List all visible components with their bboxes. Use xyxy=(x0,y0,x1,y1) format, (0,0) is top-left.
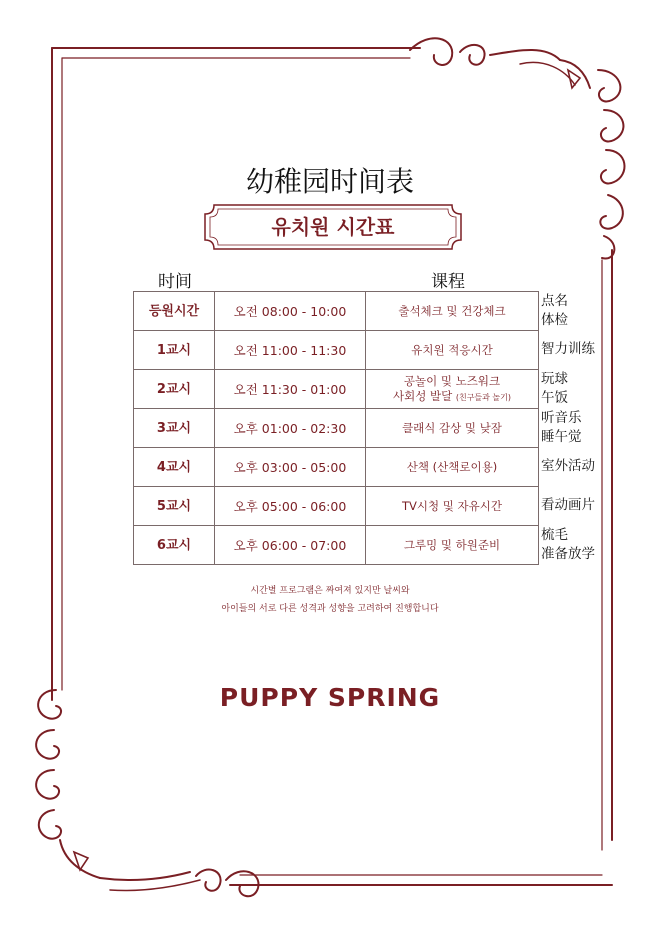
side-note-line: 室外活动 xyxy=(541,458,595,474)
side-note xyxy=(541,496,595,515)
table-row xyxy=(134,331,539,370)
course-cell xyxy=(366,331,539,370)
column-header-course: 课程 xyxy=(431,272,465,292)
table-row xyxy=(134,370,539,409)
page-title: 幼稚园时间表 xyxy=(245,165,414,198)
time-cell: 오후 03:00 - 05:00 xyxy=(215,448,366,487)
course-text: 산책 (산책로이용) xyxy=(406,459,498,474)
course-subnote: (친구들과 놀기) xyxy=(455,392,511,402)
course-cell xyxy=(366,526,539,565)
time-cell: 오후 06:00 - 07:00 xyxy=(215,526,366,565)
column-header-time: 时间 xyxy=(158,272,192,292)
side-note xyxy=(541,409,582,447)
time-cell: 오후 05:00 - 06:00 xyxy=(215,487,366,526)
note-line-1: 시간별 프로그램은 짜여져 있지만 날씨와 xyxy=(250,586,410,596)
course-text-line2 xyxy=(366,389,538,405)
time-cell: 오전 11:30 - 01:00 xyxy=(215,370,366,409)
course-text: TV시청 및 자유시간 xyxy=(402,498,502,513)
schedule-table xyxy=(133,291,539,565)
period-cell: 등원시간 xyxy=(134,292,215,331)
korean-title: 유치원 시간표 xyxy=(271,215,395,239)
table-row xyxy=(134,487,539,526)
side-note xyxy=(541,340,595,359)
period-cell: 2교시 xyxy=(134,370,215,409)
side-note xyxy=(541,526,595,564)
period-cell: 6교시 xyxy=(134,526,215,565)
table-row xyxy=(134,526,539,565)
side-note-line: 看动画片 xyxy=(541,497,595,513)
time-cell: 오전 08:00 - 10:00 xyxy=(215,292,366,331)
side-note-line: 梳毛 xyxy=(541,526,568,543)
side-note-line: 午饭 xyxy=(541,389,568,406)
course-cell xyxy=(366,292,539,331)
side-note-line: 听音乐 xyxy=(541,409,582,426)
side-note-line: 体检 xyxy=(541,311,568,328)
period-cell: 3교시 xyxy=(134,409,215,448)
course-text: 그루밍 및 하원준비 xyxy=(403,537,501,552)
time-cell: 오후 01:00 - 02:30 xyxy=(215,409,366,448)
time-cell: 오전 11:00 - 11:30 xyxy=(215,331,366,370)
course-text: 클래식 감상 및 낮잠 xyxy=(402,420,502,435)
side-note xyxy=(541,370,568,408)
period-cell: 4교시 xyxy=(134,448,215,487)
side-note xyxy=(541,292,568,330)
table-row xyxy=(134,292,539,331)
course-cell xyxy=(366,409,539,448)
course-text: 유치원 적응시간 xyxy=(411,342,493,357)
course-cell xyxy=(366,487,539,526)
course-text: 출석체크 및 건강체크 xyxy=(398,303,506,318)
note-line-2: 아이들의 서로 다른 성격과 성향을 고려하여 진행합니다 xyxy=(221,604,439,614)
table-row xyxy=(134,409,539,448)
brand-name: PUPPY SPRING xyxy=(219,683,441,712)
side-note xyxy=(541,457,595,476)
table-row xyxy=(134,448,539,487)
period-cell: 5교시 xyxy=(134,487,215,526)
course-subtext: 사회성 발달 xyxy=(392,388,453,403)
side-note-line: 点名 xyxy=(541,292,568,309)
course-cell xyxy=(366,370,539,409)
side-note-line: 睡午觉 xyxy=(541,428,582,445)
side-note-line: 玩球 xyxy=(541,370,568,387)
side-note-line: 智力训练 xyxy=(541,341,595,357)
course-cell xyxy=(366,448,539,487)
course-text: 공놀이 및 노즈워크 xyxy=(403,373,501,388)
side-note-line: 准备放学 xyxy=(541,545,595,562)
period-cell: 1교시 xyxy=(134,331,215,370)
